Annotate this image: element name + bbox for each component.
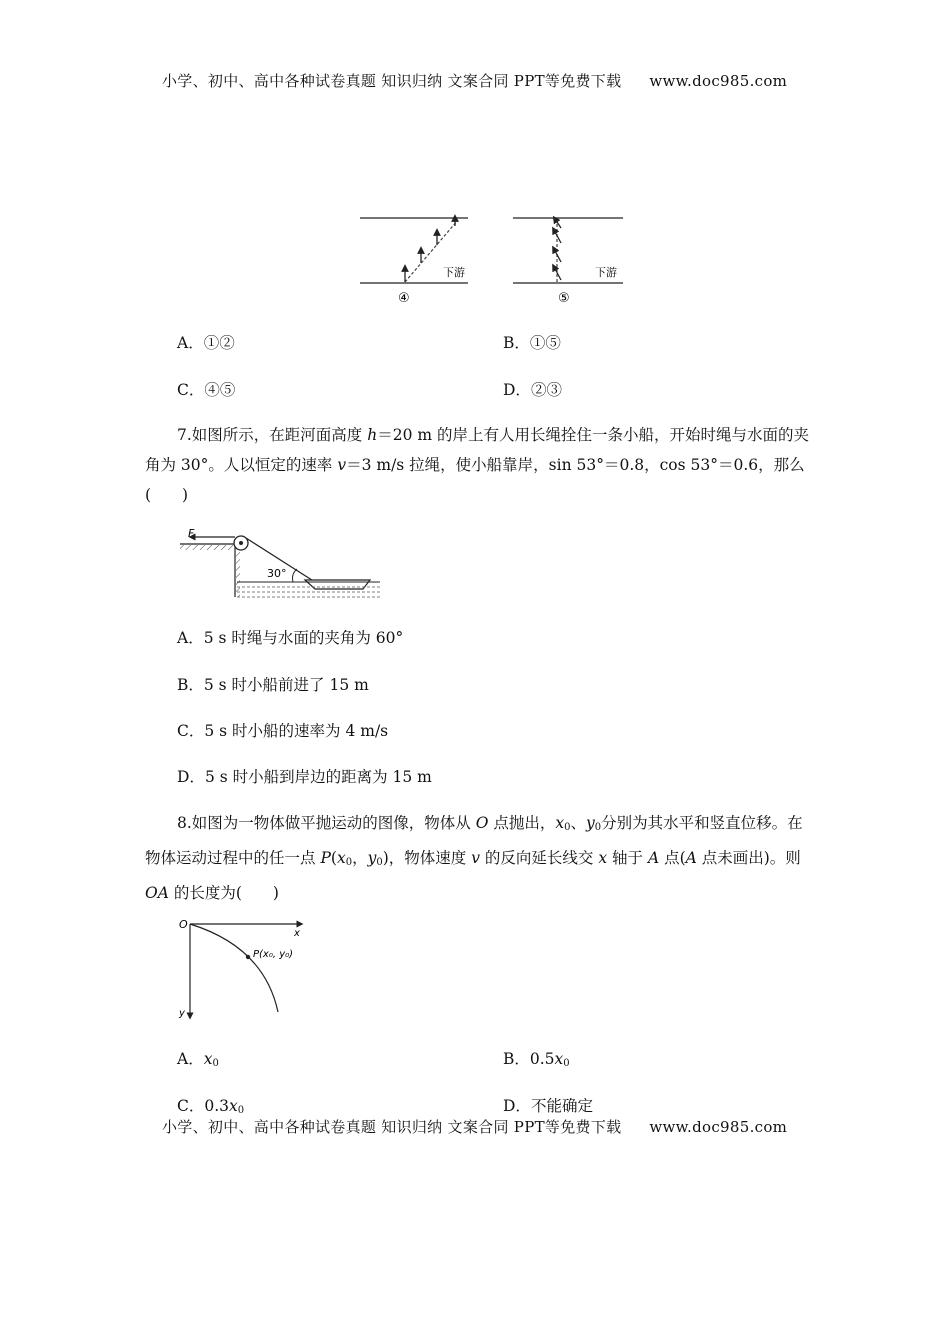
q7-boat-figure [175,525,385,605]
point-p [246,955,250,959]
y-axis-label: y [179,1008,185,1019]
footer-url: www.doc985.com [649,1118,788,1136]
q7-option-b: B．5 s 时小船前进了 15 m [177,676,369,694]
q6-option-b: B．①⑤ [503,334,561,352]
q8-option-a: A．$x_0$ [177,1050,219,1069]
x-axis-label: x [294,928,300,939]
q8-option-b: B．$0.5x_0$ [503,1050,570,1069]
header-text: 小学、初中、高中各种试卷真题 知识归纳 文案合同 PPT等免费下载 [162,72,622,90]
q7-stem: 7.如图所示，在距河面高度 h＝20 m 的岸上有人用长绳拴住一条小船，开始时绳与水面的夹角为 30°。人以恒定的速率 v＝3 m/s 拉绳，使小船靠岸，sin 53°＝0.8，cos 53°＝0.6，那么( ) [145,426,809,504]
trajectory [190,924,278,1012]
q6-option-d: D．②③ [503,381,562,399]
q8-option-c: C．$0.3x_0$ [177,1097,245,1116]
q7-option-d: D．5 s 时小船到岸边的距离为 15 m [177,768,432,786]
q7-option-c: C．5 s 时小船的速率为 4 m/s [177,722,389,740]
figure-5 [513,218,623,306]
q8-stem: 8.如图为一物体做平抛运动的图像，物体从 O 点抛出，$x_0$、$y_0$分别为其水平和竖直位移。在物体运动过程中的任一点 $P(x_0$，$y_0$)，物体速度 v 的反向延长线交 x 轴于 A 点(A 点未画出)。则 OA 的长度为( ) [145,814,803,902]
page-header [162,70,787,91]
figure-4-label: ④ [398,291,410,306]
figure-5-label: ⑤ [558,291,570,306]
boat [305,580,370,589]
origin-label: O [179,918,188,931]
q8-option-d: D．不能确定 [503,1097,593,1115]
figure-4 [360,218,468,306]
downstream-label-5: 下游 [595,266,617,279]
q6-option-c: C．④⑤ [177,381,236,399]
page-footer [162,1116,787,1137]
force-label: F [188,527,195,540]
angle-label: 30° [267,567,287,580]
downstream-label: 下游 [443,266,465,279]
footer-text: 小学、初中、高中各种试卷真题 知识归纳 文案合同 PPT等免费下载 [162,1118,622,1136]
q8-projectile-figure [172,912,307,1022]
q7-option-a: A．5 s 时绳与水面的夹角为 60° [177,629,404,647]
header-url: www.doc985.com [649,72,788,90]
point-label: P(x₀, y₀) [253,949,294,960]
river-crossing-figures [355,210,630,310]
q6-option-a: A．①② [177,334,235,352]
